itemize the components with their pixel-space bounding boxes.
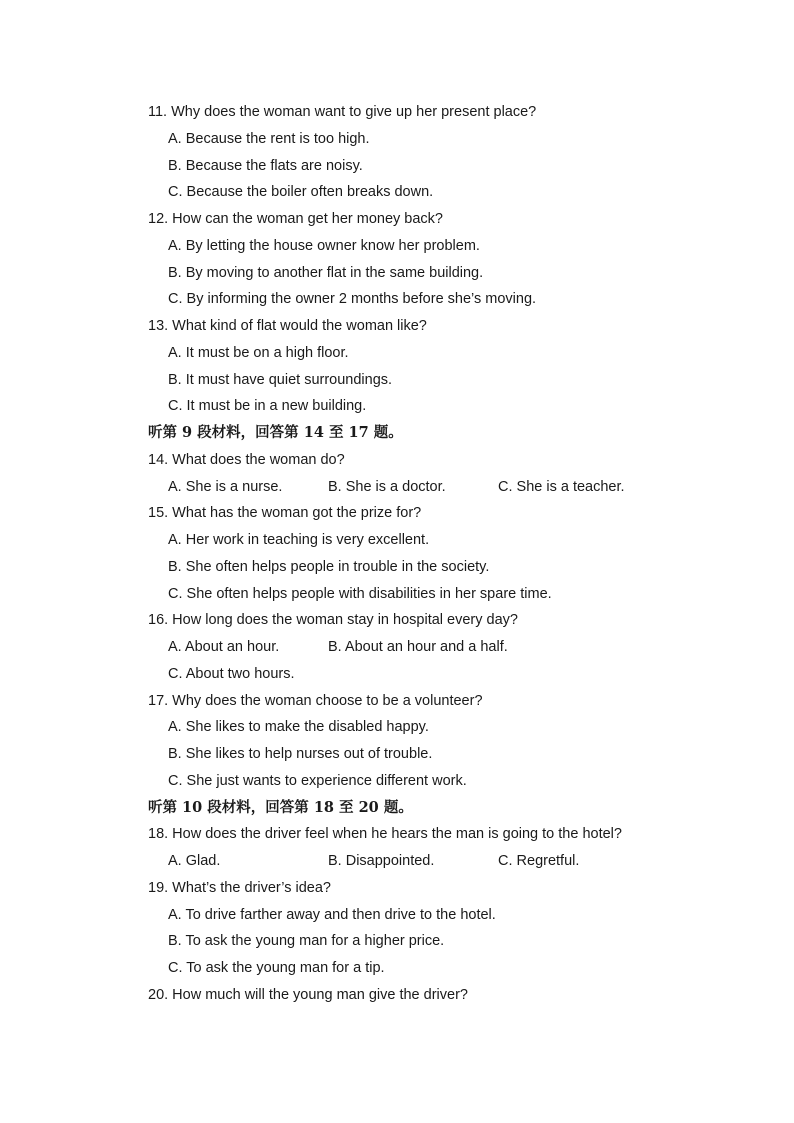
option-14-a: A. She is a nurse.: [168, 478, 283, 495]
option-11-a: A. Because the rent is too high.: [168, 130, 370, 147]
option-18-a: A. Glad.: [168, 853, 221, 869]
option-14-c: C. She is a teacher.: [498, 478, 625, 495]
option-13-b: B. It must have quiet surroundings.: [168, 371, 393, 388]
option-15-a: A. Her work in teaching is very excellent.: [168, 532, 430, 548]
option-16-a: A. About an hour.: [168, 639, 280, 655]
question-13: 13. What kind of flat would the woman like?: [148, 318, 427, 334]
question-12: 12. How can the woman get her money back?: [148, 211, 443, 227]
question-19: 19. What’s the driver’s idea?: [148, 879, 331, 896]
question-11: 11. Why does the woman want to give up her present place?: [148, 104, 537, 120]
section-heading-9: 听第 9 段材料，回答第 14 至 17 题。: [148, 424, 403, 441]
options-row-18: [148, 848, 748, 875]
option-12-c: C. By informing the owner 2 months before she’s moving.: [168, 291, 537, 308]
option-17-a: A. She likes to make the disabled happy.: [168, 719, 429, 736]
section-heading-10: 听第 10 段材料，回答第 18 至 20 题。: [148, 798, 413, 816]
options-row-14: [148, 474, 748, 501]
option-19-b: B. To ask the young man for a higher price.: [168, 933, 445, 950]
option-11-b: B. Because the flats are noisy.: [168, 157, 363, 174]
option-12-a: A. By letting the house owner know her problem.: [168, 237, 480, 254]
question-16: 16. How long does the woman stay in hospital every day?: [148, 612, 518, 629]
option-16-b: B. About an hour and a half.: [328, 639, 508, 655]
option-19-c: C. To ask the young man for a tip.: [168, 960, 385, 976]
options-row-16: [148, 634, 748, 661]
option-16-c: C. About two hours.: [168, 665, 295, 682]
option-18-b: B. Disappointed.: [328, 853, 435, 869]
option-18-c: C. Regretful.: [498, 853, 580, 869]
option-13-a: A. It must be on a high floor.: [168, 344, 349, 361]
option-11-c: C. Because the boiler often breaks down.: [168, 184, 434, 201]
question-20: 20. How much will the young man give the driver?: [148, 986, 468, 1003]
option-13-c: C. It must be in a new building.: [168, 398, 367, 415]
option-15-b: B. She often helps people in trouble in the society.: [168, 558, 490, 575]
question-18: 18. How does the driver feel when he hears the man is going to the hotel?: [148, 826, 622, 843]
option-15-c: C. She often helps people with disabilities in her spare time.: [168, 585, 552, 602]
question-list: [148, 99, 748, 1009]
option-12-b: B. By moving to another flat in the same building.: [168, 264, 484, 281]
question-17: 17. Why does the woman choose to be a volunteer?: [148, 692, 483, 709]
option-14-b: B. She is a doctor.: [328, 478, 446, 495]
option-17-c: C. She just wants to experience different work.: [168, 772, 467, 789]
question-15: 15. What has the woman got the prize for?: [148, 505, 422, 522]
option-17-b: B. She likes to help nurses out of trouble.: [168, 746, 433, 762]
option-19-a: A. To drive farther away and then drive to the hotel.: [168, 906, 496, 923]
question-14: 14. What does the woman do?: [148, 451, 345, 468]
